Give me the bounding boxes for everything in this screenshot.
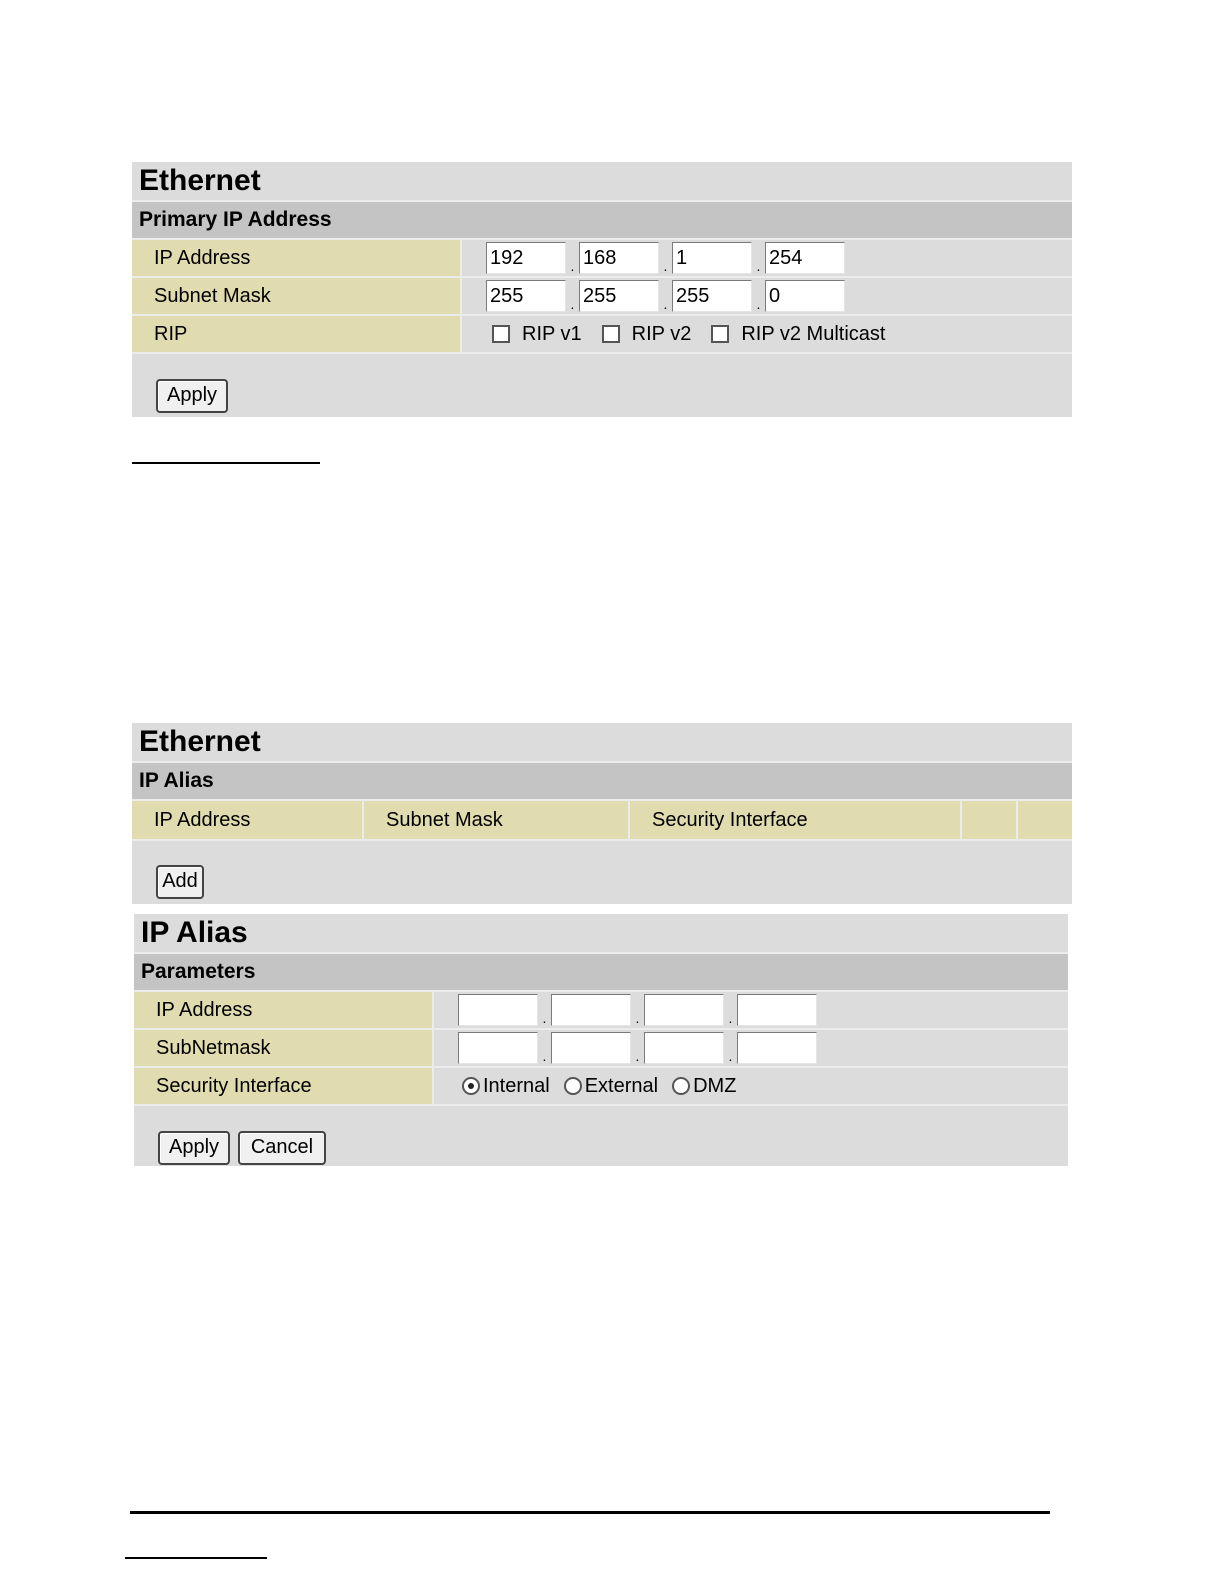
section-header: Parameters <box>134 952 1068 990</box>
mask-octet-2-input[interactable]: 255 <box>579 280 659 312</box>
ip-alias-form-panel <box>134 914 1068 1166</box>
add-button[interactable]: Add <box>156 865 204 899</box>
ip-octet-2-input[interactable]: 168 <box>579 242 659 274</box>
panel-title: Ethernet <box>132 162 1072 200</box>
radio-selected-dot <box>468 1083 474 1089</box>
security-interface-label: Security Interface <box>134 1068 434 1104</box>
alias-table-header <box>132 799 1072 839</box>
alias-ip-octet-1-input[interactable] <box>458 994 538 1026</box>
rip-v1-checkbox[interactable] <box>492 325 510 343</box>
ip-octet-1-input[interactable]: 192 <box>486 242 566 274</box>
rip-v1-label: RIP v1 <box>522 322 582 345</box>
alias-mask-octet-1-input[interactable] <box>458 1032 538 1064</box>
alias-mask-octet-2-input[interactable] <box>551 1032 631 1064</box>
internal-radio[interactable] <box>462 1077 480 1095</box>
column-header-ip-address: IP Address <box>132 801 364 839</box>
rip-v2-checkbox[interactable] <box>602 325 620 343</box>
ethernet-ip-alias-panel <box>132 723 1072 902</box>
footer-short-line <box>125 1557 267 1559</box>
ip-address-label: IP Address <box>132 240 462 276</box>
apply-button[interactable]: Apply <box>156 379 228 413</box>
subnetmask-label: SubNetmask <box>134 1030 434 1066</box>
rip-v2-multicast-label: RIP v2 Multicast <box>741 322 886 345</box>
external-radio[interactable] <box>564 1077 582 1095</box>
column-header-edit <box>962 801 1018 839</box>
mask-octet-1-input[interactable]: 255 <box>486 280 566 312</box>
alias-mask-octet-4-input[interactable] <box>737 1032 817 1064</box>
separator-line <box>132 462 320 464</box>
section-header: Primary IP Address <box>132 200 1072 238</box>
security-interface-row <box>134 1066 1068 1104</box>
alias-ip-octet-4-input[interactable] <box>737 994 817 1026</box>
rip-v2-multicast-checkbox[interactable] <box>711 325 729 343</box>
panel-title: Ethernet <box>132 723 1072 761</box>
mask-octet-4-input[interactable]: 0 <box>765 280 845 312</box>
footer-rule <box>130 1511 1050 1514</box>
ip-address-row: IP Address . . . <box>134 990 1068 1028</box>
external-label: External <box>584 1074 659 1097</box>
ip-address-row: IP Address 192 . 168 . 1 . 254 <box>132 238 1072 276</box>
mask-octet-3-input[interactable]: 255 <box>672 280 752 312</box>
ethernet-primary-panel <box>132 162 1072 417</box>
dmz-label: DMZ <box>693 1074 737 1097</box>
button-bar <box>132 839 1072 904</box>
button-bar <box>134 1104 1068 1166</box>
apply-button[interactable]: Apply <box>158 1131 230 1165</box>
rip-v2-label: RIP v2 <box>631 322 692 345</box>
ip-octet-3-input[interactable]: 1 <box>672 242 752 274</box>
subnet-mask-row: Subnet Mask 255 . 255 . 255 . 0 <box>132 276 1072 314</box>
alias-ip-octet-3-input[interactable] <box>644 994 724 1026</box>
ip-address-label: IP Address <box>134 992 434 1028</box>
internal-label: Internal <box>483 1074 550 1097</box>
alias-mask-octet-3-input[interactable] <box>644 1032 724 1064</box>
panel-title: IP Alias <box>134 914 1068 952</box>
rip-label: RIP <box>132 316 462 352</box>
column-header-security-interface: Security Interface <box>630 801 962 839</box>
section-header: IP Alias <box>132 761 1072 799</box>
column-header-delete <box>1018 801 1072 839</box>
rip-row <box>132 314 1072 352</box>
button-bar <box>132 352 1072 415</box>
alias-ip-octet-2-input[interactable] <box>551 994 631 1026</box>
dmz-radio[interactable] <box>672 1077 690 1095</box>
subnetmask-row: SubNetmask . . . <box>134 1028 1068 1066</box>
subnet-mask-label: Subnet Mask <box>132 278 462 314</box>
column-header-subnet-mask: Subnet Mask <box>364 801 630 839</box>
cancel-button[interactable]: Cancel <box>238 1131 326 1165</box>
ip-octet-4-input[interactable]: 254 <box>765 242 845 274</box>
